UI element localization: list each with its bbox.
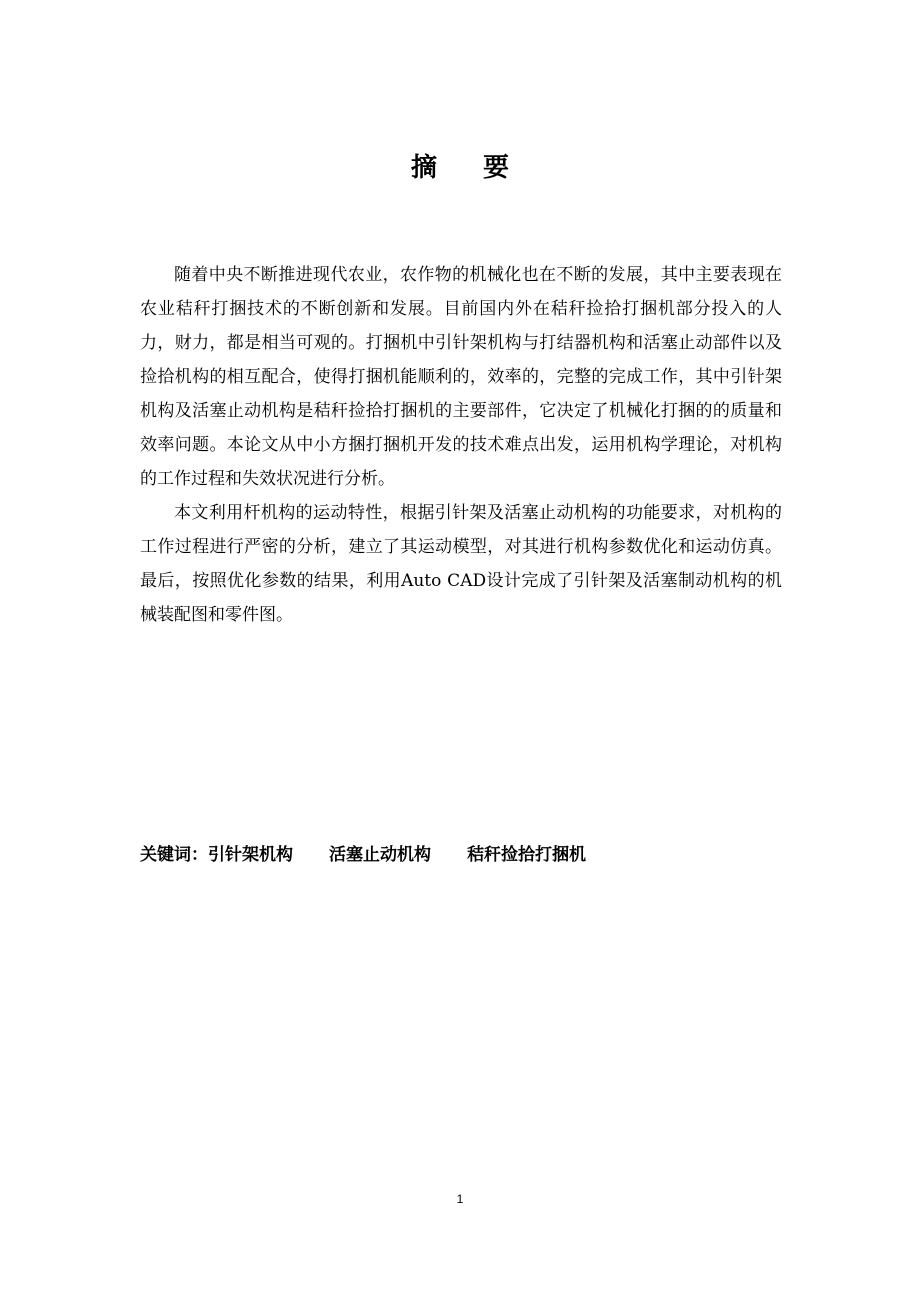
keyword-3: 秸秆捡拾打捆机 [467, 845, 586, 865]
abstract-paragraph-1: 随着中央不断推进现代农业，农作物的机械化也在不断的发展，其中主要表现在农业秸秆打捆技术的不断创新和发展。目前国内外在秸秆捡拾打捆机部分投入的人力，财力，都是相当可观的。打捆机中引针架机构与打结器机构和活塞止动部件以及捡拾机构的相互配合，使得打捆机能顺利的，效率的，完整的完成工作，其中引针架机构及活塞止动机构是秸秆捡拾打捆机的主要部件，它决定了机械化打捆的的质量和效率问题。本论文从中小方捆打捆机开发的技术难点出发，运用机构学理论，对机构的工作过程和失效状况进行分析。 [140, 265, 782, 489]
keywords-label: 关键词： [140, 845, 208, 865]
abstract-paragraph-2: 本文利用杆机构的运动特性，根据引针架及活塞止动机构的功能要求，对机构的工作过程进行严密的分析，建立了其运动模型，对其进行机构参数优化和运动仿真。最后，按照优化参数的结果，利用Auto CAD设计完成了引针架及活塞制动机构的机械装配图和零件图。 [140, 503, 782, 625]
abstract-title: 摘要 [410, 153, 555, 183]
page-number: 1 [456, 1192, 464, 1206]
keywords-line [140, 842, 840, 868]
abstract-body [140, 258, 782, 632]
keyword-2: 活塞止动机构 [329, 845, 431, 865]
keyword-1: 引针架机构 [208, 845, 293, 865]
